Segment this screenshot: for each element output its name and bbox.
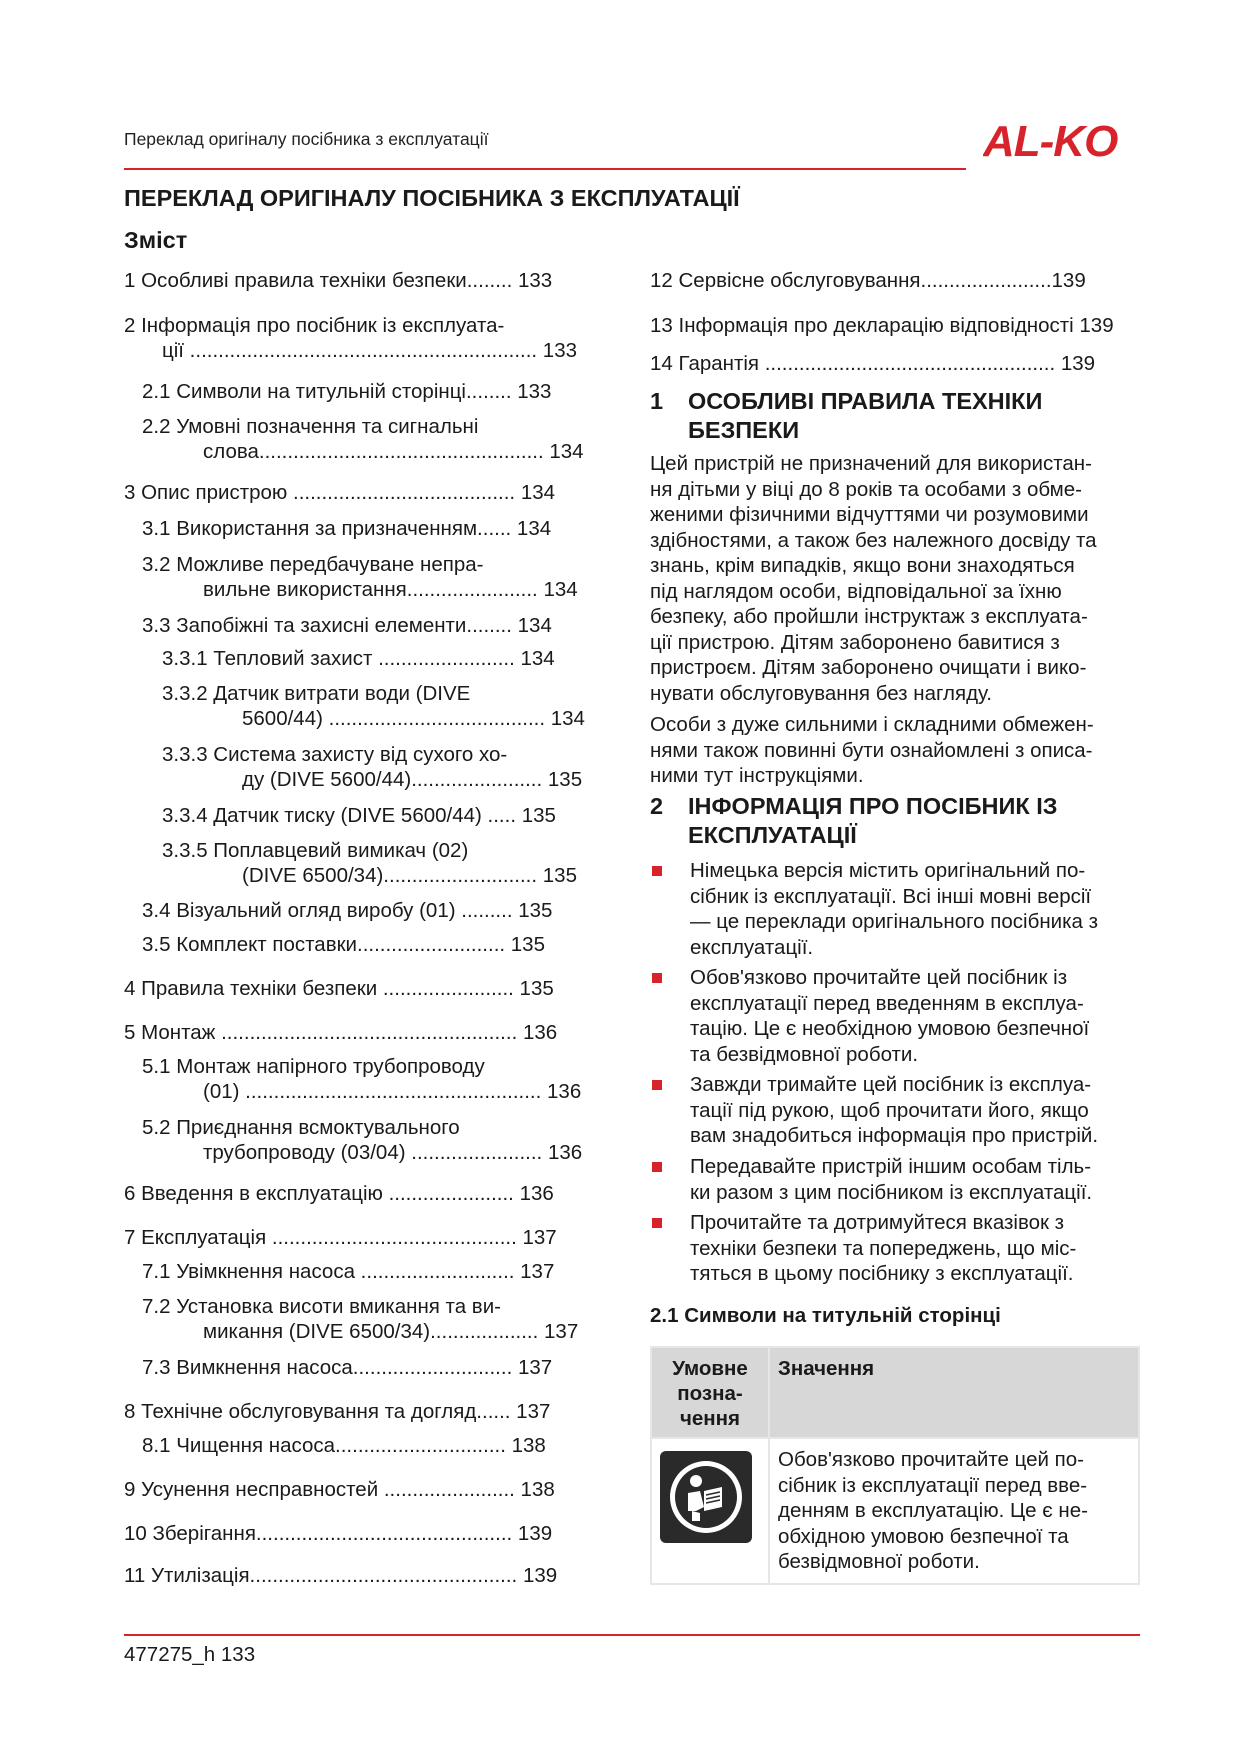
toc-entry[interactable]: 8 Технічне обслуговування та догляд...... 137 xyxy=(124,1400,551,1423)
logo-text: AL-KO xyxy=(983,118,1118,164)
toc-entry[interactable]: 3 Опис пристрою ....................................... 134 xyxy=(124,481,556,504)
section-2-bullet-list: Німецька версія містить оригінальний по- сібник із експлуатації. Всі інші мовні версії — це переклади оригінального посібника з експлуатації. Обов'язково прочитайте цей посібник із експлуатації перед введенням в експлуа- тацію. Це є необхідною умовою безпечної та безвідмовної роботи. Завжди тримайте цей посібник із експлуа- тації під рукою, щоб прочитати його, якщо вам знадобиться інформація про пристрій. Передавайте пристрій іншим особам тіль- ки разом з цим посібником із експлуатації. Прочитайте та дотримуйтеся вказівок з техніки безпеки та попереджень, що міс- тяться в цьому посібнику з експлуатації. xyxy=(650,858,1140,1288)
symbols-table xyxy=(650,1346,1140,1585)
toc-entry[interactable]: 1 Особливі правила техніки безпеки........ 133 xyxy=(124,269,553,292)
toc-entry[interactable]: 7.2 Установка висоти вмикання та ви- микання (DIVE 6500/34)................... 137 xyxy=(142,1295,579,1343)
toc-entry[interactable]: 2 Інформація про посібник із експлуата- ції ............................................................. 133 xyxy=(124,314,578,362)
toc-entry[interactable]: 5 Монтаж .................................................... 136 xyxy=(124,1021,558,1044)
toc-entry[interactable]: 7.3 Вимкнення насоса............................ 137 xyxy=(142,1356,553,1379)
running-title: Переклад оригіналу посібника з експлуатації xyxy=(124,129,489,149)
toc-entry[interactable]: 9 Усунення несправностей ....................... 138 xyxy=(124,1478,555,1501)
toc-entry[interactable]: 11 Утилізація............................................... 139 xyxy=(124,1564,558,1587)
alko-logo-graphic xyxy=(983,118,1143,164)
section-1-paragraph-2: Особи з дуже сильними і складними обмежен- нями також повинні бути ознайомлені з описа- ними тут інструкціями. xyxy=(650,713,1094,787)
toc-entry[interactable]: 13 Інформація про декларацію відповідності 139 xyxy=(650,314,1114,337)
meaning-cell: Обов'язково прочитайте цей по- сібник із експлуатації перед вве- денням в експлуатацію. Це є не- обхідною умовою безпечної та безвідмовної роботи. xyxy=(769,1438,1139,1584)
toc-entry[interactable]: 3.1 Використання за призначенням...... 134 xyxy=(142,517,552,540)
page-footer: 477275_h 133 xyxy=(124,1643,256,1666)
read-manual-icon xyxy=(660,1451,752,1543)
table-header-symbol: Умовне позна- чення xyxy=(651,1347,769,1438)
toc-entry[interactable]: 3.5 Комплект поставки.......................... 135 xyxy=(142,933,545,956)
table-row xyxy=(651,1438,1139,1584)
contents-title: Зміст xyxy=(124,227,188,253)
toc-entry[interactable]: 3.3.3 Система захисту від сухого хо- ду (DIVE 5600/44)....................... 135 xyxy=(162,743,583,791)
footer-rule xyxy=(124,1634,1140,1636)
bullet-square-icon xyxy=(652,1162,662,1172)
toc-entry[interactable]: 8.1 Чищення насоса.............................. 138 xyxy=(142,1434,546,1457)
toc-entry[interactable]: 2.1 Символи на титульній сторінці........ 133 xyxy=(142,380,552,403)
toc-entry[interactable]: 6 Введення в експлуатацію ...................... 136 xyxy=(124,1182,554,1205)
toc-entry[interactable]: 3.3.2 Датчик витрати води (DIVE 5600/44) ...................................... 134 xyxy=(162,682,585,730)
section-1-heading: 1 ОСОБЛИВІ ПРАВИЛА ТЕХНІКИ БЕЗПЕКИ xyxy=(650,388,1043,443)
toc-entry[interactable]: 3.3.1 Тепловий захист ........................ 134 xyxy=(162,647,555,670)
toc-entry[interactable]: 3.3.4 Датчик тиску (DIVE 5600/44) ..... 135 xyxy=(162,804,556,827)
bullet-square-icon xyxy=(652,1218,662,1228)
section-1-paragraph-1: Цей пристрій не призначений для використан- ня дітьми у віці до 8 років та особами з обме- женими фізичними відчуттями чи розумовими здібностями, а також без належного досвіду та знань, крім випадків, якщо вони знаходяться під наглядом особи, відповідальної за їхню безпеку, або пройшли інструктаж з експлуата- ції пристрою. Дітям заборонено бавитися з пристроєм. Дітям заборонено очищати і вико- нувати обслуговування без нагляду. xyxy=(650,452,1097,705)
header-rule xyxy=(124,168,966,170)
toc-entry[interactable]: 2.2 Умовні позначення та сигнальні слова.................................................. 134 xyxy=(142,415,584,463)
toc-entry[interactable]: 3.4 Візуальний огляд виробу (01) ......... 135 xyxy=(142,899,553,922)
toc-entry[interactable]: 3.2 Можливе передбачуване непра- вильне використання....................... 134 xyxy=(142,553,578,601)
table-header-meaning: Значення xyxy=(769,1347,1139,1438)
toc-entry[interactable]: 3.3.5 Поплавцевий вимикач (02) (DIVE 6500/34)........................... 135 xyxy=(162,839,577,887)
toc-entry[interactable]: 5.1 Монтаж напірного трубопроводу (01) .................................................... 136 xyxy=(142,1055,582,1103)
toc-entry[interactable]: 14 Гарантія ................................................... 139 xyxy=(650,352,1096,375)
symbols-table-wrapper xyxy=(650,1346,1140,1585)
bullet-square-icon xyxy=(652,1080,662,1090)
symbol-cell xyxy=(651,1438,769,1584)
section-2-1-heading: 2.1 Символи на титульній сторінці xyxy=(650,1304,1001,1327)
bullet-square-icon xyxy=(652,973,662,983)
toc-entry[interactable]: 7 Експлуатація ........................................... 137 xyxy=(124,1226,557,1249)
document-title: ПЕРЕКЛАД ОРИГІНАЛУ ПОСІБНИКА З ЕКСПЛУАТАЦІЇ xyxy=(124,185,740,211)
toc-entry[interactable]: 7.1 Увімкнення насоса ........................... 137 xyxy=(142,1260,555,1283)
toc-entry[interactable]: 12 Сервісне обслуговування.......................139 xyxy=(650,269,1086,292)
toc-entry[interactable]: 5.2 Приєднання всмоктувального трубопроводу (03/04) ....................... 136 xyxy=(142,1116,583,1164)
toc-entry[interactable]: 3.3 Запобіжні та захисні елементи........ 134 xyxy=(142,614,552,637)
alko-logo xyxy=(983,118,1143,174)
toc-entry[interactable]: 10 Зберігання............................................. 139 xyxy=(124,1522,553,1545)
bullet-square-icon xyxy=(652,866,662,876)
section-2-heading: 2 ІНФОРМАЦІЯ ПРО ПОСІБНИК ІЗ ЕКСПЛУАТАЦІЇ xyxy=(650,793,1058,848)
toc-entry[interactable]: 4 Правила техніки безпеки ....................... 135 xyxy=(124,977,554,1000)
